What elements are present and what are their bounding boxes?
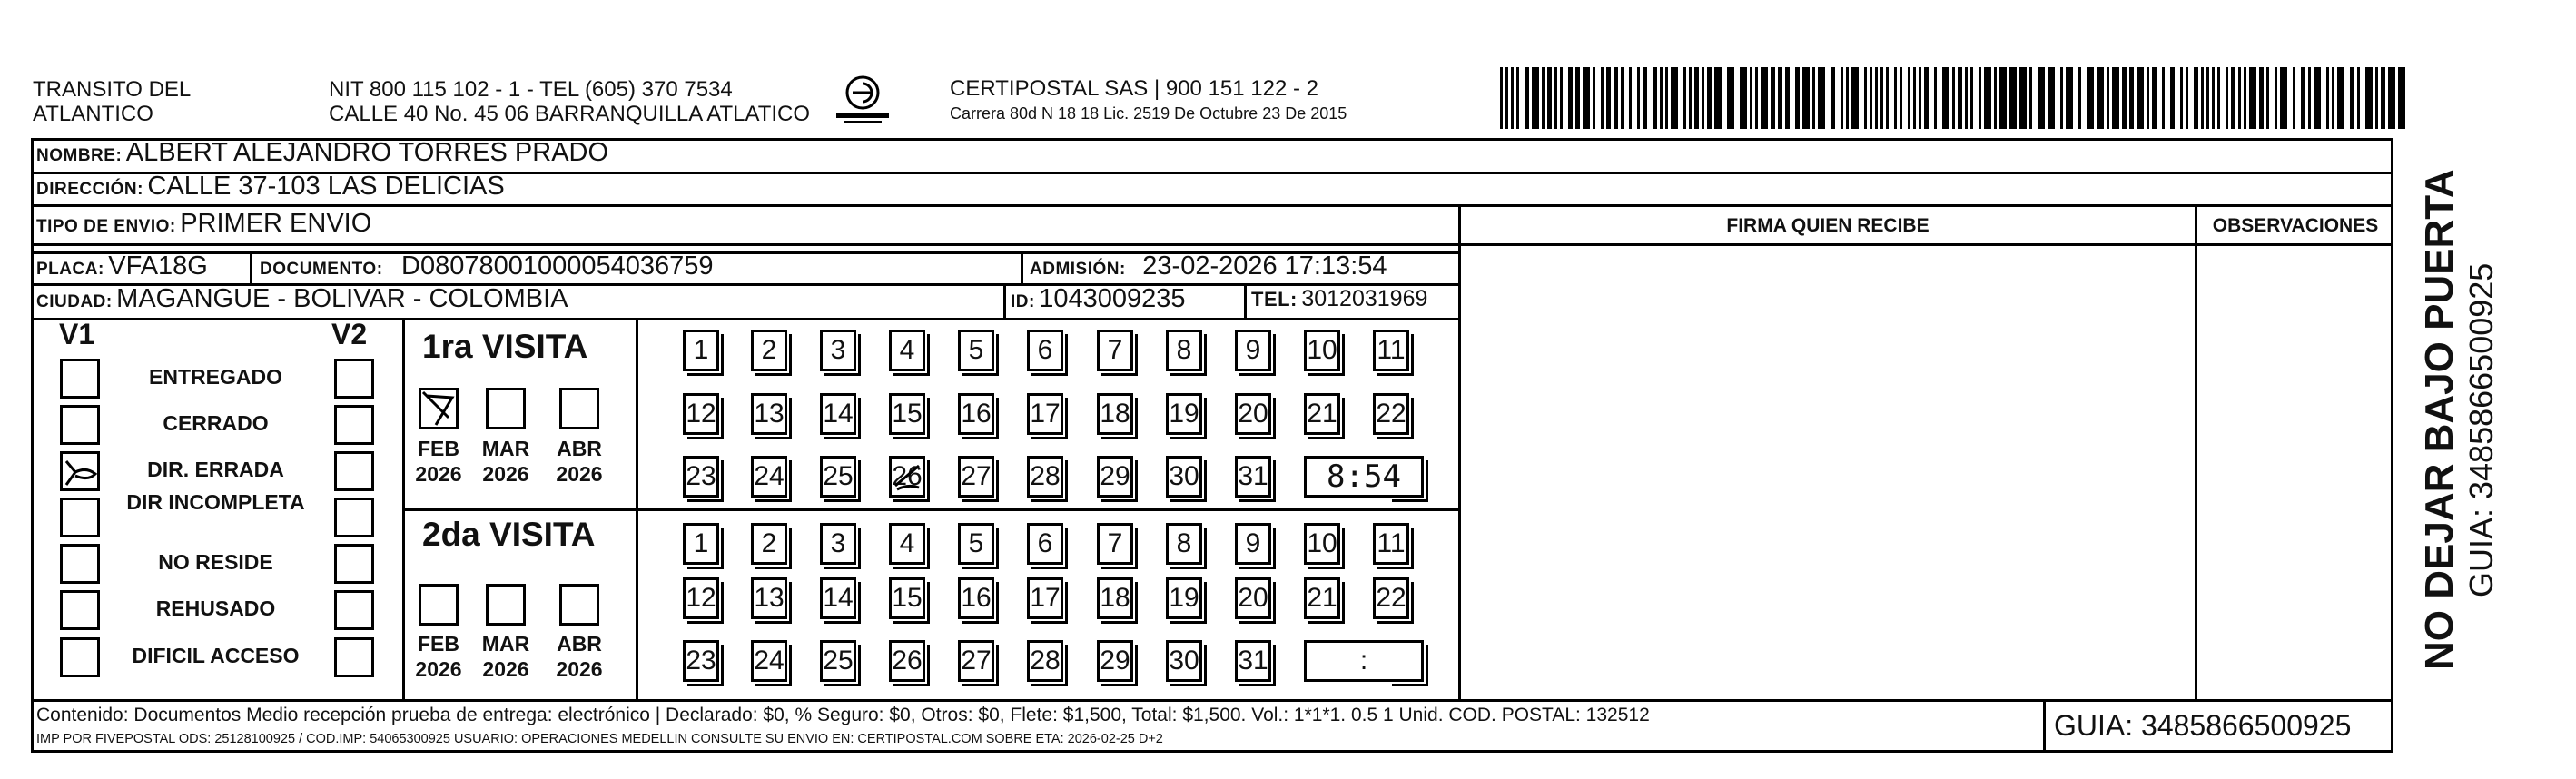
- v1-label: V1: [59, 318, 95, 350]
- month-checkbox[interactable]: [419, 388, 459, 429]
- barcode-bar: [2212, 67, 2215, 129]
- barcode-bar: [2186, 67, 2188, 129]
- barcode-bar: [1694, 67, 1699, 129]
- day-box[interactable]: 12: [683, 577, 719, 619]
- barcode-bar: [1812, 67, 1815, 129]
- day-box[interactable]: 29: [1097, 456, 1133, 498]
- admision-divider: [1021, 251, 1023, 284]
- month-label: [411, 631, 466, 682]
- barcode-bar: [2388, 67, 2395, 129]
- direccion-value: CALLE 37-103 LAS DELICIAS: [147, 172, 505, 201]
- tipo-label: TIPO DE ENVIO:: [36, 217, 176, 236]
- direccion-row: [36, 172, 505, 202]
- barcode-bar: [2019, 67, 2027, 129]
- day-box[interactable]: 3: [820, 523, 856, 565]
- barcode-bar: [2350, 67, 2354, 129]
- observaciones-header: OBSERVACIONES: [2212, 215, 2379, 236]
- tipo-value: PRIMER ENVIO: [180, 209, 372, 238]
- tipo-row: [36, 209, 371, 239]
- barcode-bar: [2122, 67, 2127, 129]
- admision-label: ADMISIÓN:: [1030, 260, 1126, 279]
- placa-divider: [250, 251, 252, 284]
- barcode-bar: [1568, 67, 1573, 129]
- v2-checkbox[interactable]: [334, 451, 374, 491]
- barcode-bar: [1886, 67, 1889, 129]
- day-box[interactable]: 2: [751, 330, 787, 371]
- barcode-bar: [1516, 67, 1519, 129]
- barcode-bar: [2162, 67, 2165, 129]
- day-box[interactable]: 28: [1027, 640, 1063, 682]
- documento-value: D08078001000054036759: [401, 251, 714, 281]
- barcode-bar: [2244, 67, 2246, 129]
- month-name: ABR: [557, 437, 602, 460]
- barcode-bar: [2206, 67, 2209, 129]
- day-box[interactable]: 19: [1166, 577, 1202, 619]
- barcode-bar: [2326, 67, 2329, 129]
- barcode-bar: [2357, 67, 2360, 129]
- barcode-bar: [1864, 67, 1867, 129]
- day-box[interactable]: 7: [1097, 523, 1133, 565]
- id-value: 1043009235: [1039, 284, 1186, 313]
- barcode-bar: [1851, 67, 1859, 129]
- first-visit-label: 1ra VISITA: [422, 328, 588, 365]
- day-box[interactable]: 31: [1235, 640, 1271, 682]
- barcode-bar: [1919, 67, 1921, 129]
- placa-row: [36, 251, 208, 281]
- barcode-bar: [1606, 67, 1611, 129]
- v1-checkbox[interactable]: [60, 359, 100, 399]
- barcode-bar: [2259, 67, 2264, 129]
- firma-header-divider: [1458, 243, 2393, 246]
- barcode-bar: [1575, 67, 1580, 129]
- barcode-bar: [2381, 67, 2385, 129]
- second-visit-label: 2da VISITA: [422, 516, 596, 553]
- v2-label: V2: [331, 318, 368, 350]
- month-label: [552, 436, 607, 487]
- barcode-bar: [1583, 67, 1590, 129]
- status-label: DIFICIL ACCESO: [132, 644, 300, 667]
- barcode-bar: [1761, 67, 1768, 129]
- month-year: 2026: [415, 462, 462, 486]
- day-box[interactable]: 14: [820, 393, 856, 435]
- footer-divider: [31, 699, 2393, 702]
- day-box[interactable]: 24: [751, 456, 787, 498]
- barcode-bar: [1979, 67, 1981, 129]
- firma-divider: [1458, 204, 1461, 701]
- barcode-bar: [2180, 67, 2183, 129]
- v2-checkbox[interactable]: [334, 498, 374, 537]
- barcode-bar: [1831, 67, 1835, 129]
- sender-line-1: TRANSITO DEL: [33, 77, 192, 102]
- barcode-bar: [2170, 67, 2175, 129]
- tel-divider: [1244, 283, 1247, 318]
- day-box[interactable]: 4: [889, 523, 925, 565]
- v1-checkbox[interactable]: [60, 498, 100, 537]
- day-box[interactable]: 25: [820, 640, 856, 682]
- barcode-bar: [2365, 67, 2373, 129]
- barcode-bar: [1771, 67, 1775, 129]
- barcode-bar: [2078, 67, 2081, 129]
- barcode-bar: [2060, 67, 2063, 129]
- barcode-bar: [1755, 67, 1758, 129]
- barcode-bar: [1740, 67, 1747, 129]
- footer-guia: GUIA: 3485866500925: [2054, 709, 2352, 742]
- barcode-bar: [1702, 67, 1704, 129]
- no-dejar-text: NO DEJAR BAJO PUERTA: [2417, 169, 2462, 670]
- barcode-bar: [2029, 67, 2032, 129]
- barcode-bar: [1560, 67, 1563, 129]
- tel-value: 3012031969: [1301, 286, 1428, 311]
- barcode-bar: [1970, 67, 1973, 129]
- day-box[interactable]: 26: [889, 640, 925, 682]
- barcode-bar: [1841, 67, 1843, 129]
- day-box[interactable]: 5: [958, 523, 994, 565]
- barcode-bar: [1532, 67, 1539, 129]
- month-checkbox[interactable]: [559, 388, 599, 429]
- barcode-bar: [1934, 67, 1937, 129]
- day-box[interactable]: 30: [1166, 456, 1202, 498]
- v1-checkbox[interactable]: [60, 544, 100, 584]
- barcode-bar: [1547, 67, 1552, 129]
- barcode-bar: [1958, 67, 1962, 129]
- ciudad-row: [36, 284, 568, 314]
- barcode-bar: [1924, 67, 1929, 129]
- barcode-bar: [2275, 67, 2277, 129]
- barcode-bar: [2129, 67, 2134, 129]
- v1-checkbox[interactable]: [60, 637, 100, 677]
- day-box[interactable]: 23: [683, 640, 719, 682]
- barcode-bar: [2226, 67, 2228, 129]
- day-box[interactable]: 14: [820, 577, 856, 619]
- time-box[interactable]: 8:54: [1304, 456, 1424, 498]
- barcode-bar: [2249, 67, 2256, 129]
- day-box[interactable]: 15: [889, 393, 925, 435]
- barcode-bar: [1542, 67, 1545, 129]
- tel-label: TEL:: [1251, 288, 1298, 311]
- barcode-bar: [1643, 67, 1647, 129]
- barcode-bar: [1913, 67, 1916, 129]
- barcode-bar: [1554, 67, 1557, 129]
- barcode-bar: [2194, 67, 2198, 129]
- sender-name: [33, 77, 191, 126]
- day-box[interactable]: 24: [751, 640, 787, 682]
- month-name: MAR: [481, 632, 530, 656]
- barcode-bar: [2201, 67, 2204, 129]
- month-checkbox[interactable]: [486, 388, 526, 429]
- license-line: Carrera 80d N 18 18 Lic. 2519 De Octubre 23 De 2015: [950, 104, 1347, 123]
- barcode-bar: [1965, 67, 1968, 129]
- day-box[interactable]: 20: [1235, 393, 1271, 435]
- day-box[interactable]: 10: [1304, 330, 1340, 371]
- day-box[interactable]: 3: [820, 330, 856, 371]
- month-name: FEB: [418, 437, 459, 460]
- company-line: CERTIPOSTAL SAS | 900 151 122 - 2: [950, 76, 1318, 101]
- side-guia-text: GUIA: 3485866500925: [2462, 262, 2500, 597]
- day-box[interactable]: 17: [1027, 577, 1063, 619]
- barcode-bar: [1665, 67, 1668, 129]
- firma-header: FIRMA QUIEN RECIBE: [1726, 215, 1930, 236]
- day-box[interactable]: 1: [683, 523, 719, 565]
- month-name: ABR: [557, 632, 602, 656]
- day-box[interactable]: 16: [958, 393, 994, 435]
- month-checkbox[interactable]: [559, 584, 599, 626]
- barcode-bar: [1660, 67, 1663, 129]
- status-label: DIR INCOMPLETA: [126, 490, 305, 514]
- placa-label: PLACA:: [36, 260, 104, 279]
- address-line: CALLE 40 No. 45 06 BARRANQUILLA ATLATICO: [329, 102, 811, 126]
- v2-checkbox[interactable]: [334, 637, 374, 677]
- barcode-bar: [2280, 67, 2287, 129]
- barcode-bar: [1707, 67, 1712, 129]
- barcode-bar: [2314, 67, 2321, 129]
- v1-checkbox[interactable]: [60, 405, 100, 445]
- barcode-bar: [1795, 67, 1800, 129]
- v2-checkbox[interactable]: [334, 590, 374, 630]
- day-box[interactable]: 12: [683, 393, 719, 435]
- barcode-bar: [2332, 67, 2334, 129]
- barcode-bar: [2308, 67, 2311, 129]
- footer-contenido: Contenido: Documentos Medio recepción prueba de entrega: electrónico | Declarado: $0, % Seguro: $0, Otros: $0, Flete: $1,500, Total: $1,500. Vol.: 1*1*1. 0.5 1 Unid. COD. POSTAL: 132512: [36, 705, 1650, 725]
- barcode-bar: [2147, 67, 2149, 129]
- day-box[interactable]: 22: [1373, 577, 1409, 619]
- barcode-bar: [1593, 67, 1595, 129]
- barcode-bar: [1994, 67, 1997, 129]
- barcode-bar: [2301, 67, 2305, 129]
- barcode-bar: [1785, 67, 1790, 129]
- day-box[interactable]: 9: [1235, 523, 1271, 565]
- month-name: MAR: [481, 437, 530, 460]
- ciudad-label: CIUDAD:: [36, 292, 113, 311]
- barcode-bar: [1818, 67, 1825, 129]
- day-box[interactable]: 13: [751, 577, 787, 619]
- v1-checkbox[interactable]: [60, 590, 100, 630]
- barcode-bar: [2238, 67, 2241, 129]
- status-label: CERRADO: [163, 411, 269, 435]
- month-year: 2026: [415, 657, 462, 681]
- row-divider: [31, 318, 1460, 320]
- frame-left: [31, 138, 34, 753]
- barcode-bar: [1511, 67, 1514, 129]
- day-box[interactable]: 18: [1097, 393, 1133, 435]
- status-label: DIR. ERRADA: [147, 458, 284, 481]
- month-label: [552, 631, 607, 682]
- tel-row: [1251, 286, 1427, 312]
- barcode-bar: [1880, 67, 1883, 129]
- day-box[interactable]: 13: [751, 393, 787, 435]
- barcode-bar: [1999, 67, 2007, 129]
- barcode-bar: [1714, 67, 1722, 129]
- row-divider: [31, 204, 2393, 207]
- company-info: [950, 76, 1347, 125]
- barcode-bar: [2217, 67, 2220, 129]
- barcode-bar: [2152, 67, 2157, 129]
- barcode-bar: [2038, 67, 2045, 129]
- day-box[interactable]: 6: [1027, 330, 1063, 371]
- barcode-bar: [1875, 67, 1878, 129]
- barcode-bar: [1984, 67, 1991, 129]
- day-box[interactable]: 22: [1373, 393, 1409, 435]
- frame-bottom: [31, 750, 2393, 753]
- id-row: [1011, 284, 1186, 314]
- barcode-bar: [1778, 67, 1782, 129]
- day-box[interactable]: 30: [1166, 640, 1202, 682]
- barcode-bar: [1614, 67, 1618, 129]
- day-box[interactable]: 11: [1373, 523, 1409, 565]
- day-box[interactable]: 16: [958, 577, 994, 619]
- barcode-bar: [2293, 67, 2295, 129]
- barcode-bar: [1629, 67, 1632, 129]
- barcode-bar: [1846, 67, 1849, 129]
- day-box[interactable]: 19: [1166, 393, 1202, 435]
- barcode-bar: [1671, 67, 1678, 129]
- day-box[interactable]: 8: [1166, 523, 1202, 565]
- status-label: ENTREGADO: [149, 365, 282, 389]
- barcode-bar: [2337, 67, 2344, 129]
- admision-row: [1030, 251, 1387, 281]
- barcode-bar: [2375, 67, 2378, 129]
- day-box[interactable]: 5: [958, 330, 994, 371]
- id-label: ID:: [1011, 292, 1035, 311]
- day-box[interactable]: 8: [1166, 330, 1202, 371]
- admision-value: 23-02-2026 17:13:54: [1142, 251, 1387, 281]
- placa-value: VFA18G: [108, 251, 208, 281]
- day-box[interactable]: 25: [820, 456, 856, 498]
- barcode-bar: [2112, 67, 2119, 129]
- barcode-bar: [1689, 67, 1692, 129]
- status-label: NO RESIDE: [158, 550, 273, 574]
- guia-divider: [2043, 699, 2046, 752]
- v2-checkbox[interactable]: [334, 359, 374, 399]
- barcode-bar: [2087, 67, 2094, 129]
- month-label: [411, 436, 466, 487]
- day-box[interactable]: 21: [1304, 577, 1340, 619]
- barcode-bar: [2097, 67, 2104, 129]
- nombre-value: ALBERT ALEJANDRO TORRES PRADO: [125, 138, 609, 167]
- barcode-bar: [2398, 67, 2405, 129]
- barcode-bar: [1525, 67, 1529, 129]
- nombre-row: [36, 138, 608, 168]
- barcode-bar: [2231, 67, 2235, 129]
- barcode-bar: [1952, 67, 1955, 129]
- day-box[interactable]: 28: [1027, 456, 1063, 498]
- month-label: [479, 436, 533, 487]
- day-box[interactable]: 27: [958, 456, 994, 498]
- certipostal-logo: [831, 73, 894, 127]
- barcode-bar: [1683, 67, 1686, 129]
- barcode-bar: [1601, 67, 1604, 129]
- day-box[interactable]: 18: [1097, 577, 1133, 619]
- barcode-bar: [1505, 67, 1508, 129]
- day-box[interactable]: 7: [1097, 330, 1133, 371]
- nit-line: NIT 800 115 102 - 1 - TEL (605) 370 7534: [329, 77, 733, 102]
- barcode-bar: [1942, 67, 1949, 129]
- id-divider: [1003, 283, 1006, 318]
- obs-divider: [2195, 204, 2197, 701]
- day-box[interactable]: 21: [1304, 393, 1340, 435]
- visit-divider-mid: [402, 508, 1461, 511]
- barcode-bar: [1727, 67, 1734, 129]
- day-box[interactable]: 2: [751, 523, 787, 565]
- sender-info: [329, 77, 810, 126]
- sender-line-2: ATLANTICO: [33, 102, 153, 126]
- documento-row: [260, 251, 714, 281]
- day-box[interactable]: 9: [1235, 330, 1271, 371]
- barcode: [1500, 67, 2415, 129]
- day-box[interactable]: 11: [1373, 330, 1409, 371]
- day-box[interactable]: 10: [1304, 523, 1340, 565]
- day-value: 26: [892, 461, 923, 491]
- month-label: [479, 631, 533, 682]
- barcode-bar: [1802, 67, 1810, 129]
- day-box[interactable]: 31: [1235, 456, 1271, 498]
- barcode-bar: [1750, 67, 1752, 129]
- nombre-label: NOMBRE:: [36, 146, 123, 165]
- barcode-bar: [1870, 67, 1872, 129]
- barcode-bar: [1894, 67, 1897, 129]
- day-box[interactable]: 17: [1027, 393, 1063, 435]
- barcode-bar: [1908, 67, 1910, 129]
- barcode-bar: [2107, 67, 2109, 129]
- barcode-bar: [2009, 67, 2017, 129]
- barcode-bar: [2266, 67, 2269, 129]
- barcode-bar: [1500, 67, 1503, 129]
- month-year: 2026: [482, 657, 529, 681]
- barcode-bar: [1900, 67, 1902, 129]
- day-box[interactable]: [889, 456, 925, 498]
- v1-checkbox[interactable]: [60, 451, 100, 491]
- v2-checkbox[interactable]: [334, 405, 374, 445]
- barcode-bar: [2048, 67, 2055, 129]
- month-year: 2026: [556, 462, 603, 486]
- day-box[interactable]: 1: [683, 330, 719, 371]
- day-box[interactable]: 20: [1235, 577, 1271, 619]
- ciudad-value: MAGANGUE - BOLIVAR - COLOMBIA: [116, 284, 568, 313]
- time-box[interactable]: :: [1304, 640, 1424, 682]
- barcode-bar: [1653, 67, 1657, 129]
- barcode-bar: [2137, 67, 2144, 129]
- day-box[interactable]: 29: [1097, 640, 1133, 682]
- v2-checkbox[interactable]: [334, 544, 374, 584]
- month-year: 2026: [556, 657, 603, 681]
- barcode-bar: [1637, 67, 1640, 129]
- day-box[interactable]: 4: [889, 330, 925, 371]
- month-checkbox[interactable]: [419, 584, 459, 626]
- day-box[interactable]: 23: [683, 456, 719, 498]
- direccion-label: DIRECCIÓN:: [36, 180, 143, 199]
- status-label: REHUSADO: [155, 597, 276, 620]
- day-box[interactable]: 6: [1027, 523, 1063, 565]
- month-year: 2026: [482, 462, 529, 486]
- day-box[interactable]: 27: [958, 640, 994, 682]
- month-name: FEB: [418, 632, 459, 656]
- documento-label: DOCUMENTO:: [260, 260, 383, 279]
- barcode-bar: [1621, 67, 1624, 129]
- barcode-bar: [2066, 67, 2073, 129]
- month-checkbox[interactable]: [486, 584, 526, 626]
- footer-imp: IMP POR FIVEPOSTAL ODS: 25128100925 / COD.IMP: 54065300925 USUARIO: OPERACIONES MEDELLIN CONSULTE SU ENVIO EN: CERTIPOSTAL.COM SOBRE ETA: 2026-02-25 D+2: [36, 732, 1163, 746]
- day-box[interactable]: 15: [889, 577, 925, 619]
